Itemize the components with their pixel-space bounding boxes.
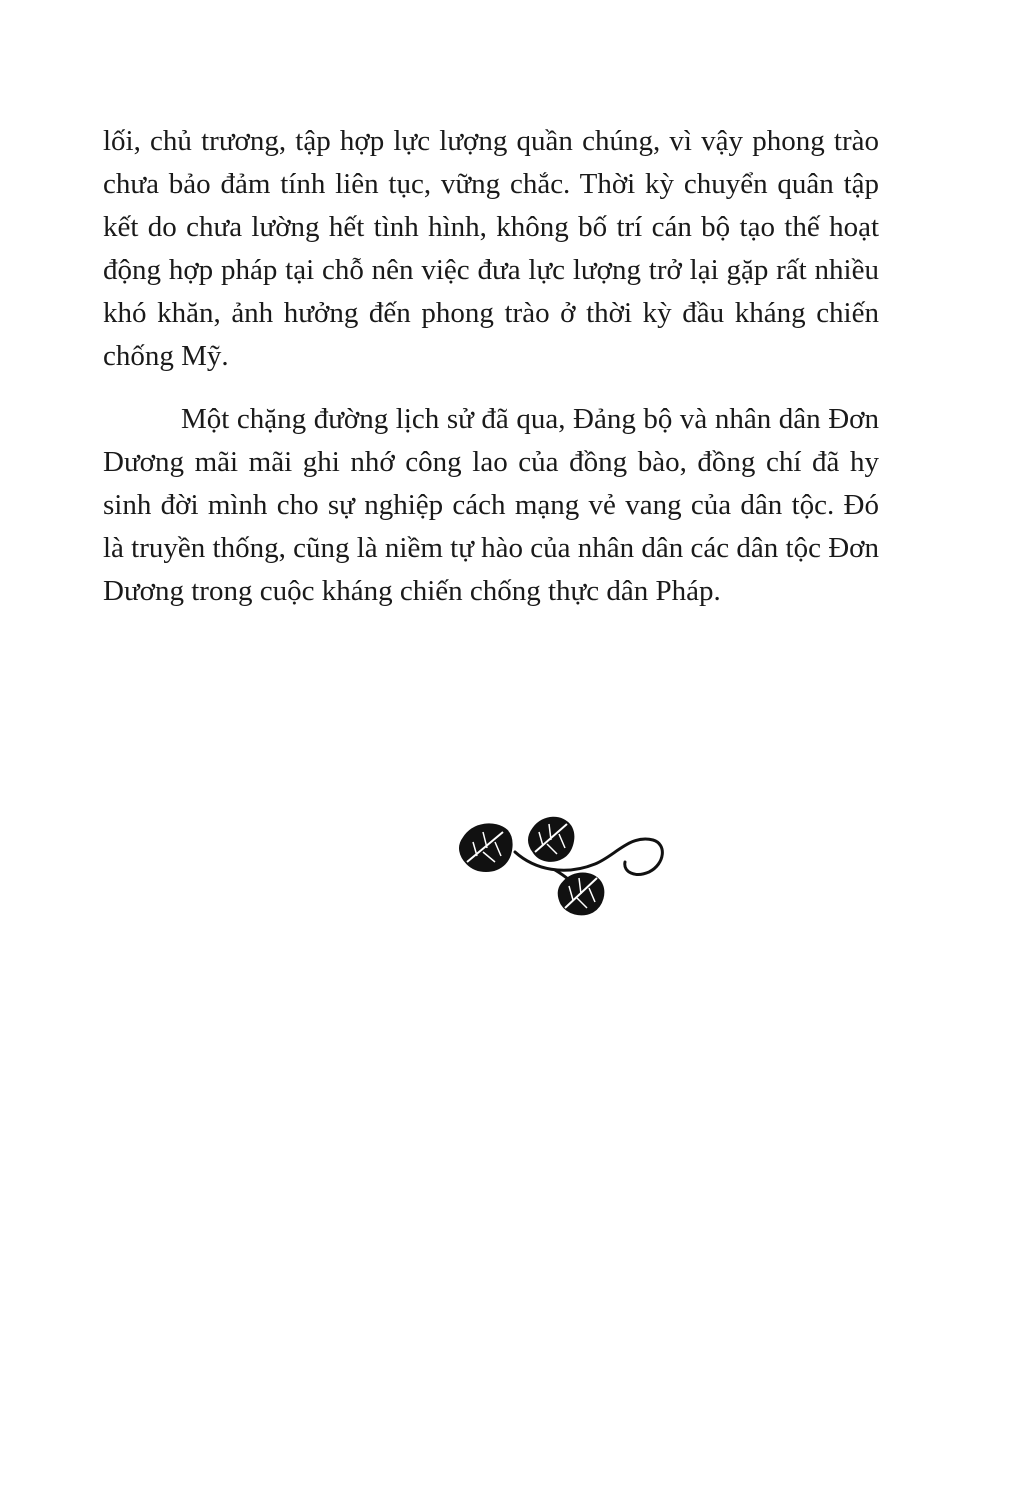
body-text xyxy=(103,120,879,613)
paragraph: lối, chủ trương, tập hợp lực lượng quần chúng, vì vậy phong trào chưa bảo đảm tính liên tục, vững chắc. Thời kỳ chuyển quân tập kết do chưa lường hết tình hình, không bố trí cán bộ tạo thế hoạt động hợp pháp tại chỗ nên việc đưa lực lượng trở lại gặp rất nhiều khó khăn, ảnh hưởng đến phong trào ở thời kỳ đầu kháng chiến chống Mỹ. xyxy=(103,125,879,372)
leaf-vine-ornament-icon xyxy=(455,812,665,917)
paragraph: Một chặng đường lịch sử đã qua, Đảng bộ và nhân dân Đơn Dương mãi mãi ghi nhớ công lao của đồng bào, đồng chí đã hy sinh đời mình cho sự nghiệp cách mạng vẻ vang của dân tộc. Đó là truyền thống, cũng là niềm tự hào của nhân dân các dân tộc Đơn Dương trong cuộc kháng chiến chống thực dân Pháp. xyxy=(103,403,879,607)
